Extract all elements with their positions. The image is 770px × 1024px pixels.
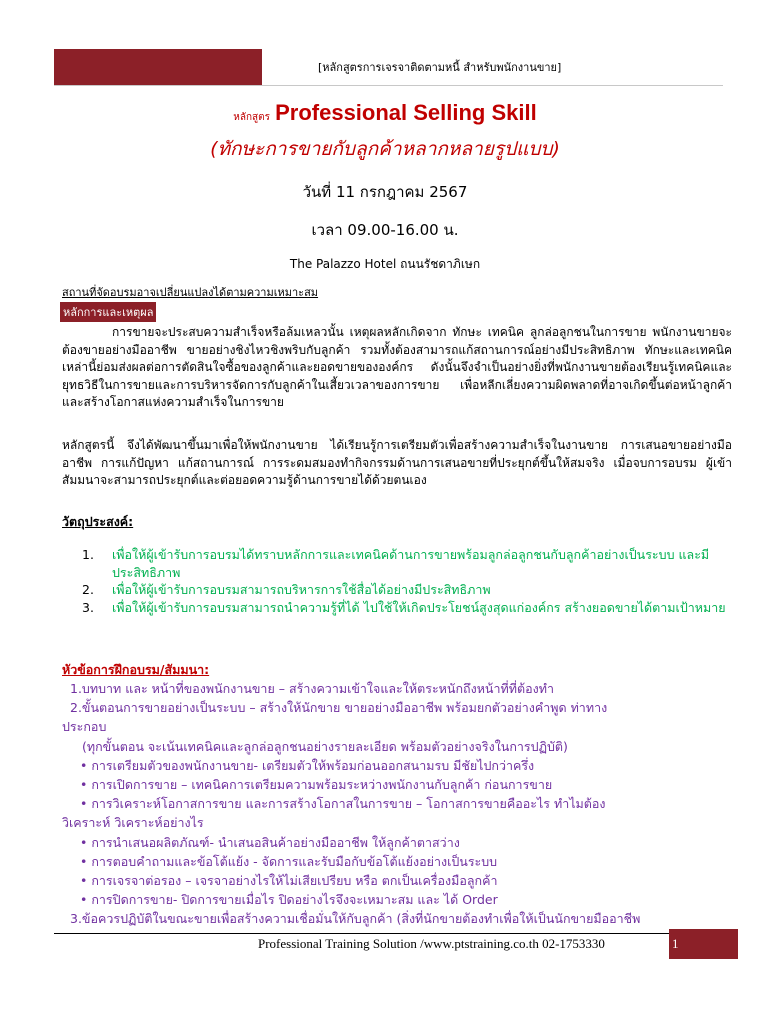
course-date: วันที่ 11 กรกฎาคม 2567 [302,183,468,201]
header-color-block [54,49,262,85]
topic-line: 1.บทบาท และ หน้าที่ของพนักงานขาย – สร้างความเข้าใจและให้ตระหนักถึงหน้าที่ที่ต้องทำ [70,681,554,696]
footer-divider [54,933,738,934]
objectives-heading: วัตถุประสงค์: [62,514,134,529]
objective-text: เพื่อให้ผู้เข้ารับการอบรมได้ทราบหลักการและเทคนิคด้านการขายพร้อมลูกล่อลูกชนกับลูกค้าอย่างเป็นระบบ และมีประสิทธิภาพ [112,547,710,580]
principles-paragraph-1: การขายจะประสบความสำเร็จหรือล้มเหลวนั้น เหตุผลหลักเกิดจาก ทักษะ เทคนิค ลูกล่อลูกชนในการขาย พนักงานขายจะต้องขายอย่างมืออาชีพ ขายอย่างชิงไหวชิงพริบกับลูกค้า รวมทั้งต้องสามารถแก้สถานการณ์อย่างมีประสิทธิภาพ ทักษะและเทคนิคเหล่านี้ย่อมส่งผลต่อการตัดสินใจซื้อของลูกค้าและยอดขายขององค์กร ดังนั้นจึงจำเป็นอย่างยิ่งที่พนักงานขายต้องเรียนรู้เทคนิคและยุทธวิธีในการขายและการบริหารจัดการกับลูกค้าในเสี้ยวเวลาของการขาย เพื่อหลีกเลี่ยงความผิดพลาดที่อาจเกิดขึ้นต่อหน้าลูกค้า และสร้างโอกาสแห่งความสำเร็จในการขาย [62,325,732,409]
header-title: [หลักสูตรการเจรจาติดตามหนี้ สำหรับพนักงานขาย] [318,61,562,74]
course-time: เวลา 09.00-16.00 น. [311,221,459,239]
topic-bullet: • การตอบคำถามและข้อโต้แย้ง - จัดการและรับมือกับข้อโต้แย้งอย่างเป็นระบบ [80,853,498,869]
objective-text: เพื่อให้ผู้เข้ารับการอบรมสามารถบริหารการใช้สื่อได้อย่างมีประสิทธิภาพ [112,582,491,597]
list-item [82,581,732,599]
list-item [82,599,732,617]
topic-line: ประกอบ [62,719,107,735]
principles-label: หลักการและเหตุผล [60,302,156,322]
objective-text: เพื่อให้ผู้เข้ารับการอบรมสามารถนำความรู้ที่ได้ ไปใช้ให้เกิดประโยชน์สูงสุดแก่องค์กร สร้างยอดขายได้ตามเป้าหมาย [112,599,726,615]
list-item [82,546,732,581]
topic-line: 3.ข้อควรปฏิบัติในขณะขายเพื่อสร้างความเชื่อมั่นให้กับลูกค้า (สิ่งที่นักขายต้องทำเพื่อให้เป็นนักขายมืออาชีพ [70,911,641,927]
topic-bullet: • การนำเสนอผลิตภัณฑ์- นำเสนอสินค้าอย่างมืออาชีพ ให้ลูกค้าตาสว่าง [80,834,460,850]
topics-list [62,679,732,929]
footer-text: Professional Training Solution /www.ptstraining.co.th 02-1753330 [258,936,605,951]
course-venue: The Palazzo Hotel ถนนรัชดาภิเษก [289,257,481,271]
course-heading [0,100,770,126]
footer-page-box [669,929,738,959]
objective-number: 2. [82,582,94,597]
topic-bullet: • การปิดการขาย- ปิดการขายเมื่อไร ปิดอย่างไรจึงจะเหมาะสม และ ได้ Order [80,892,498,908]
course-subtitle: (ทักษะการขายกับลูกค้าหลากหลายรูปแบบ) [210,138,560,160]
topic-bullet: • การวิเคราะห์โอกาสการขาย และการสร้างโอกาสในการขาย – โอกาสการขายคืออะไร ทำไมต้อง [80,796,606,812]
objective-number: 1. [82,547,94,562]
topic-line: (ทุกขั้นตอน จะเน้นเทคนิคและลูกล่อลูกชนอย่างรายละเอียด พร้อมตัวอย่างจริงในการปฏิบัติ) [82,738,568,754]
objectives-list [82,546,732,616]
venue-note: สถานที่จัดอบรมอาจเปลี่ยนแปลงได้ตามความเหมาะสม [62,286,319,299]
topic-bullet: • การเตรียมตัวของพนักงานขาย- เตรียมตัวให้พร้อมก่อนออกสนามรบ มีชัยไปกว่าครึ่ง [80,757,535,773]
topics-heading: หัวข้อการฝึกอบรม/สัมมนา: [62,662,210,677]
header-band [54,49,723,86]
page-number: 1 [672,936,679,951]
topic-bullet: • การเปิดการขาย – เทคนิคการเตรียมความพร้อมระหว่างพนักงานกับลูกค้า ก่อนการขาย [80,777,553,793]
principles-paragraph-2: หลักสูตรนี้ จึงได้พัฒนาขึ้นมาเพื่อให้พนักงานขาย ได้เรียนรู้การเตรียมตัวเพื่อสร้างความสำเร็จในงานขาย การเสนอขายอย่างมืออาชีพ การแก้ปัญหา แก้สถานการณ์ การระดมสมองทำกิจกรรมด้านการเสนอขายที่ประยุกต์ขึ้นให้สมจริง เมื่อจบการอบรม ผู้เข้าสัมมนาจะสามารถประยุกต์และต่อยอดความรู้ด้านการขายได้ด้วยตนเอง [62,438,732,487]
topic-line: วิเคราะห์ วิเคราะห์อย่างไร [62,815,204,831]
course-name: Professional Selling Skill [275,100,537,125]
objective-number: 3. [82,599,94,615]
topic-bullet: • การเจรจาต่อรอง – เจรจาอย่างไรให้ไม่เสียเปรียบ หรือ ตกเป็นเครื่องมือลูกค้า [80,873,498,889]
course-prefix: หลักสูตร [233,112,270,123]
topic-line: 2.ขั้นตอนการขายอย่างเป็นระบบ – สร้างให้นักขาย ขายอย่างมืออาชีพ พร้อมยกตัวอย่างคำพูด ท่าทาง [70,700,608,716]
